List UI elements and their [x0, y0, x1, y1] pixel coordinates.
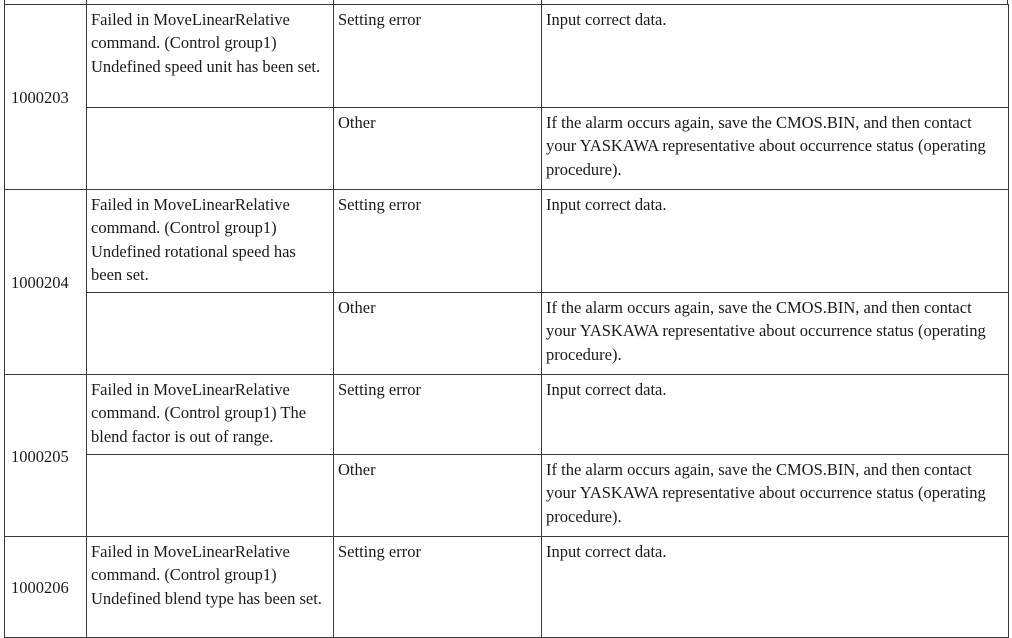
alarm-code: 1000204 — [5, 190, 87, 375]
table-row — [5, 537, 1009, 638]
alarm-cause: Setting error — [334, 190, 542, 293]
alarm-table — [4, 4, 1009, 638]
alarm-remedy: If the alarm occurs again, save the CMOS.BIN, and then contact your YASKAWA representative about occurrence status (operating procedure). — [542, 293, 1009, 375]
alarm-cause: Setting error — [334, 5, 542, 108]
alarm-cause: Setting error — [334, 375, 542, 455]
alarm-cause: Other — [334, 455, 542, 537]
alarm-remedy: If the alarm occurs again, save the CMOS.BIN, and then contact your YASKAWA representative about occurrence status (operating procedure). — [542, 108, 1009, 190]
alarm-description: Failed in MoveLinearRelative command. (Control group1) The blend factor is out of range. — [87, 375, 334, 455]
alarm-cause: Other — [334, 108, 542, 190]
table-row — [5, 293, 1009, 375]
alarm-code: 1000205 — [5, 375, 87, 537]
alarm-code: 1000203 — [5, 5, 87, 190]
alarm-code: 1000206 — [5, 537, 87, 638]
empty-description-cell — [87, 108, 334, 190]
alarm-description: Failed in MoveLinearRelative command. (Control group1) Undefined rotational speed has been set. — [87, 190, 334, 293]
table-row — [5, 375, 1009, 455]
alarm-remedy: Input correct data. — [542, 5, 1009, 108]
alarm-description: Failed in MoveLinearRelative command. (Control group1) Undefined speed unit has been set. — [87, 5, 334, 108]
alarm-remedy: Input correct data. — [542, 190, 1009, 293]
alarm-remedy: If the alarm occurs again, save the CMOS.BIN, and then contact your YASKAWA representative about occurrence status (operating procedure). — [542, 455, 1009, 537]
table-row — [5, 190, 1009, 293]
empty-description-cell — [87, 293, 334, 375]
table-row — [5, 455, 1009, 537]
table-row — [5, 5, 1009, 108]
alarm-cause: Setting error — [334, 537, 542, 638]
alarm-remedy: Input correct data. — [542, 537, 1009, 638]
alarm-remedy: Input correct data. — [542, 375, 1009, 455]
table-row — [5, 108, 1009, 190]
empty-description-cell — [87, 455, 334, 537]
alarm-description: Failed in MoveLinearRelative command. (Control group1) Undefined blend type has been set. — [87, 537, 334, 638]
alarm-cause: Other — [334, 293, 542, 375]
